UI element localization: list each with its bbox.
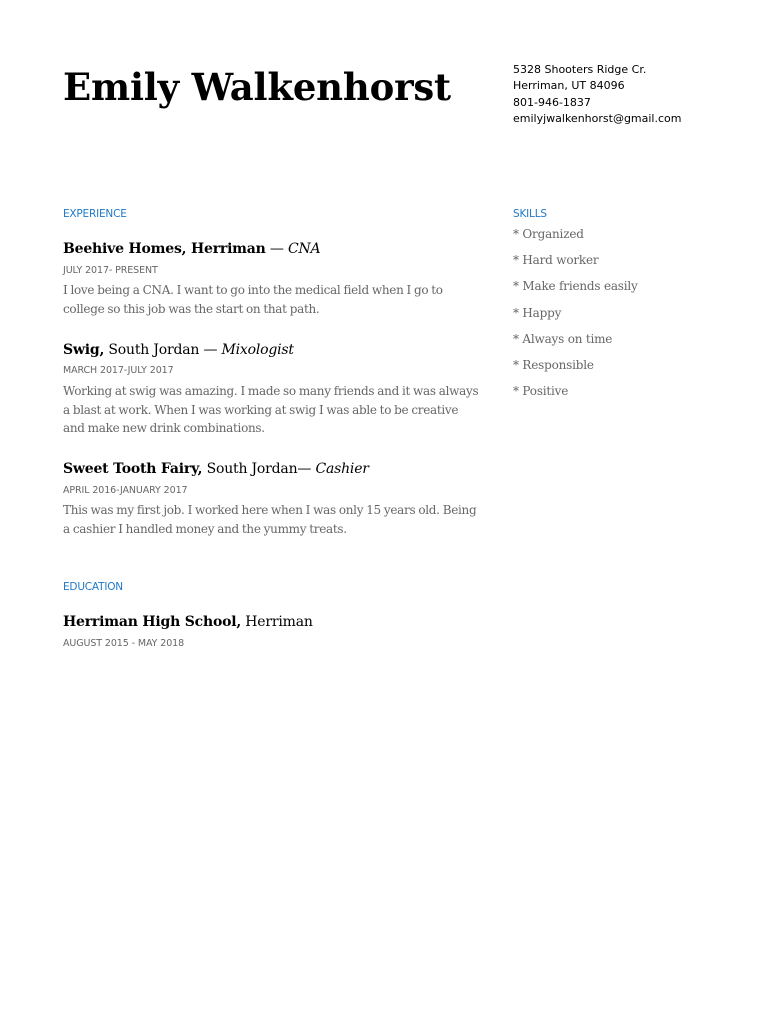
job-separator: — (297, 461, 316, 477)
job-separator: — (265, 241, 288, 257)
school-title (63, 612, 313, 632)
job-dates-swig: MARCH 2017-JULY 2017 (63, 365, 174, 376)
school-dates: AUGUST 2015 - MAY 2018 (63, 638, 185, 649)
experience-heading: EXPERIENCE (63, 208, 127, 220)
job-location: South Jordan (202, 461, 298, 477)
address-line-2: Herriman, UT 84096 (513, 79, 625, 93)
skill-item: * Organized (513, 227, 584, 241)
resume-name: Emily Walkenhorst (63, 65, 451, 109)
skill-item: * Happy (513, 305, 562, 320)
job-employer: Swig, (63, 342, 105, 358)
school-location: Herriman (241, 614, 313, 630)
job-separator: — (199, 342, 222, 358)
job-location: South Jordan (104, 342, 200, 358)
skills-heading: SKILLS (513, 208, 547, 220)
job-description-swig: Working at swig was amazing. I made so many friends and it was always a blast at work. When I was working at swig I was able to be creative and make new drink combinations. (63, 384, 479, 436)
job-description-beehive: I love being a CNA. I want to go into the medical field when I go to college so this job was the start on that path. (63, 283, 443, 316)
job-dates-beehive: JULY 2017- PRESENT (63, 265, 158, 276)
education-heading: EDUCATION (63, 581, 123, 593)
school-name: Herriman High School, (63, 614, 242, 630)
phone-number: 801-946-1837 (513, 95, 591, 109)
job-title-beehive (63, 239, 320, 259)
contact-block (513, 62, 681, 127)
address-line-1: 5328 Shooters Ridge Cr. (513, 63, 647, 76)
skill-item: * Responsible (513, 357, 594, 372)
job-title-swig (63, 340, 294, 360)
job-dates-sweet-tooth: APRIL 2016-JANUARY 2017 (63, 485, 188, 496)
job-role: Mixologist (221, 342, 294, 358)
skill-item: * Always on time (513, 331, 613, 346)
job-employer: Sweet Tooth Fairy, (63, 461, 203, 477)
job-description-sweet-tooth: This was my first job. I worked here when I was only 15 years old. Being a cashier I handled money and the yummy treats. (63, 503, 477, 536)
skills-list (513, 226, 638, 409)
job-employer: Beehive Homes, Herriman (63, 241, 266, 257)
email-address: emilyjwalkenhorst@gmail.com (513, 111, 682, 125)
job-role: Cashier (315, 461, 369, 477)
job-title-sweet-tooth (63, 459, 369, 479)
skill-item: * Hard worker (513, 253, 599, 268)
job-role: CNA (287, 241, 321, 257)
skill-item: * Make friends easily (513, 279, 638, 294)
skill-item: * Positive (513, 384, 569, 399)
